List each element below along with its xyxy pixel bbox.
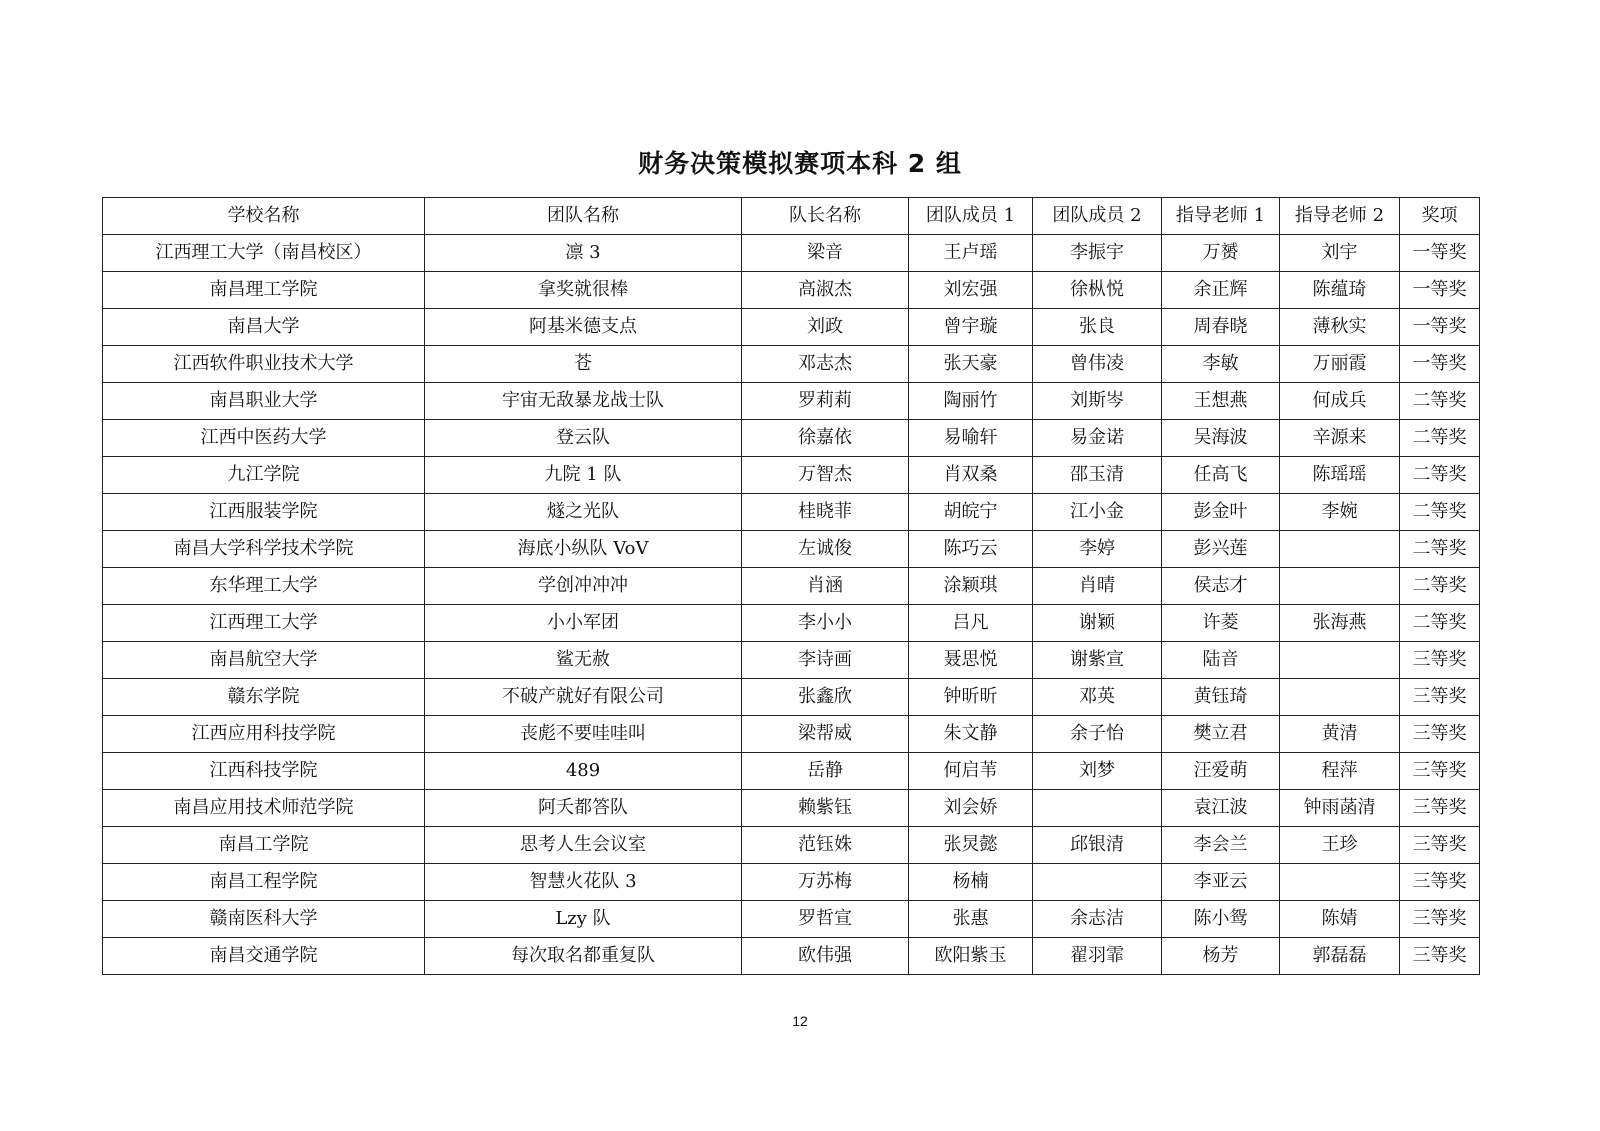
- cell-advisor-1: 侯志才: [1162, 568, 1280, 605]
- cell-captain: 李诗画: [742, 642, 909, 679]
- cell-advisor-1: 彭兴莲: [1162, 531, 1280, 568]
- cell-school: 江西服装学院: [103, 494, 425, 531]
- table-row: [103, 346, 1480, 383]
- cell-member-1: 王卢瑶: [909, 235, 1033, 272]
- cell-school: 九江学院: [103, 457, 425, 494]
- cell-school: 江西理工大学: [103, 605, 425, 642]
- cell-captain: 李小小: [742, 605, 909, 642]
- cell-member-1: 刘宏强: [909, 272, 1033, 309]
- cell-member-1: 肖双桑: [909, 457, 1033, 494]
- cell-team: 鲨无赦: [425, 642, 742, 679]
- cell-advisor-1: 任高飞: [1162, 457, 1280, 494]
- cell-team: 海底小纵队 VoV: [425, 531, 742, 568]
- cell-advisor-2: [1280, 642, 1400, 679]
- cell-award: 三等奖: [1400, 790, 1480, 827]
- cell-captain: 罗莉莉: [742, 383, 909, 420]
- cell-school: 江西中医药大学: [103, 420, 425, 457]
- cell-award: 三等奖: [1400, 642, 1480, 679]
- table-body: [103, 235, 1480, 975]
- table-row: [103, 272, 1480, 309]
- cell-school: 赣东学院: [103, 679, 425, 716]
- cell-team: 思考人生会议室: [425, 827, 742, 864]
- cell-team: 拿奖就很棒: [425, 272, 742, 309]
- cell-captain: 张鑫欣: [742, 679, 909, 716]
- cell-team: 苍: [425, 346, 742, 383]
- cell-award: 三等奖: [1400, 679, 1480, 716]
- cell-advisor-1: 袁江波: [1162, 790, 1280, 827]
- cell-member-2: 翟羽霏: [1033, 938, 1162, 975]
- cell-school: 江西应用科技学院: [103, 716, 425, 753]
- table-row: [103, 827, 1480, 864]
- cell-member-2: 邓英: [1033, 679, 1162, 716]
- table-row: [103, 753, 1480, 790]
- cell-team: 阿夭都答队: [425, 790, 742, 827]
- cell-advisor-1: 余正辉: [1162, 272, 1280, 309]
- cell-member-2: 邵玉清: [1033, 457, 1162, 494]
- cell-member-2: 易金诺: [1033, 420, 1162, 457]
- cell-award: 三等奖: [1400, 864, 1480, 901]
- cell-member-2: 曾伟凌: [1033, 346, 1162, 383]
- cell-advisor-2: 程萍: [1280, 753, 1400, 790]
- award-table: [102, 197, 1480, 975]
- header-member-1: 团队成员 1: [909, 198, 1033, 235]
- cell-member-2: 张良: [1033, 309, 1162, 346]
- cell-school: 江西理工大学（南昌校区）: [103, 235, 425, 272]
- cell-advisor-1: 黄钰琦: [1162, 679, 1280, 716]
- cell-award: 二等奖: [1400, 494, 1480, 531]
- cell-member-2: 江小金: [1033, 494, 1162, 531]
- header-school: 学校名称: [103, 198, 425, 235]
- table-row: [103, 235, 1480, 272]
- cell-member-1: 张炅懿: [909, 827, 1033, 864]
- cell-member-1: 涂颖琪: [909, 568, 1033, 605]
- cell-advisor-1: 李敏: [1162, 346, 1280, 383]
- table-row: [103, 420, 1480, 457]
- cell-advisor-1: 汪爱萌: [1162, 753, 1280, 790]
- cell-member-1: 何启苇: [909, 753, 1033, 790]
- cell-school: 南昌交通学院: [103, 938, 425, 975]
- cell-advisor-1: 樊立君: [1162, 716, 1280, 753]
- cell-member-1: 聂思悦: [909, 642, 1033, 679]
- cell-award: 三等奖: [1400, 901, 1480, 938]
- cell-advisor-1: 万赟: [1162, 235, 1280, 272]
- cell-team: 小小军团: [425, 605, 742, 642]
- cell-advisor-2: 王珍: [1280, 827, 1400, 864]
- table-row: [103, 938, 1480, 975]
- cell-captain: 万智杰: [742, 457, 909, 494]
- cell-school: 南昌大学: [103, 309, 425, 346]
- cell-school: 南昌航空大学: [103, 642, 425, 679]
- page-number: 12: [792, 1013, 808, 1029]
- cell-member-2: 刘斯岑: [1033, 383, 1162, 420]
- cell-member-1: 陶丽竹: [909, 383, 1033, 420]
- cell-advisor-2: 陈蕴琦: [1280, 272, 1400, 309]
- cell-member-1: 曾宇璇: [909, 309, 1033, 346]
- cell-school: 南昌工学院: [103, 827, 425, 864]
- cell-team: 丧彪不要哇哇叫: [425, 716, 742, 753]
- table-row: [103, 716, 1480, 753]
- cell-team: 学创冲冲冲: [425, 568, 742, 605]
- cell-member-2: 谢颖: [1033, 605, 1162, 642]
- cell-team: 登云队: [425, 420, 742, 457]
- cell-captain: 肖涵: [742, 568, 909, 605]
- cell-captain: 梁音: [742, 235, 909, 272]
- cell-advisor-1: 杨芳: [1162, 938, 1280, 975]
- header-row: [103, 198, 1480, 235]
- cell-award: 一等奖: [1400, 346, 1480, 383]
- cell-school: 东华理工大学: [103, 568, 425, 605]
- cell-award: 三等奖: [1400, 753, 1480, 790]
- cell-member-1: 欧阳紫玉: [909, 938, 1033, 975]
- cell-school: 南昌理工学院: [103, 272, 425, 309]
- cell-advisor-1: 陈小鸳: [1162, 901, 1280, 938]
- cell-member-1: 刘会娇: [909, 790, 1033, 827]
- cell-advisor-1: 彭金叶: [1162, 494, 1280, 531]
- page-title: 财务决策模拟赛项本科 2 组: [638, 149, 962, 178]
- cell-team: 阿基米德支点: [425, 309, 742, 346]
- cell-member-1: 吕凡: [909, 605, 1033, 642]
- cell-school: 南昌工程学院: [103, 864, 425, 901]
- cell-member-2: 肖晴: [1033, 568, 1162, 605]
- cell-award: 二等奖: [1400, 420, 1480, 457]
- cell-award: 二等奖: [1400, 568, 1480, 605]
- cell-captain: 桂晓菲: [742, 494, 909, 531]
- header-award: 奖项: [1400, 198, 1480, 235]
- cell-team: 489: [425, 753, 742, 790]
- cell-school: 江西科技学院: [103, 753, 425, 790]
- table-row: [103, 383, 1480, 420]
- header-team: 团队名称: [425, 198, 742, 235]
- cell-school: 南昌职业大学: [103, 383, 425, 420]
- cell-advisor-2: 黄清: [1280, 716, 1400, 753]
- cell-member-2: 刘梦: [1033, 753, 1162, 790]
- cell-captain: 岳静: [742, 753, 909, 790]
- cell-captain: 高淑杰: [742, 272, 909, 309]
- cell-school: 南昌应用技术师范学院: [103, 790, 425, 827]
- cell-award: 一等奖: [1400, 272, 1480, 309]
- table-row: [103, 457, 1480, 494]
- cell-team: 智慧火花队 3: [425, 864, 742, 901]
- header-member-2: 团队成员 2: [1033, 198, 1162, 235]
- cell-award: 一等奖: [1400, 309, 1480, 346]
- cell-school: 赣南医科大学: [103, 901, 425, 938]
- cell-advisor-2: 刘宇: [1280, 235, 1400, 272]
- cell-advisor-1: 王想燕: [1162, 383, 1280, 420]
- cell-captain: 刘政: [742, 309, 909, 346]
- cell-member-1: 杨楠: [909, 864, 1033, 901]
- cell-award: 二等奖: [1400, 531, 1480, 568]
- cell-school: 南昌大学科学技术学院: [103, 531, 425, 568]
- cell-member-2: 李婷: [1033, 531, 1162, 568]
- cell-member-2: 余志洁: [1033, 901, 1162, 938]
- table-row: [103, 494, 1480, 531]
- cell-team: 凛 3: [425, 235, 742, 272]
- cell-advisor-1: 许菱: [1162, 605, 1280, 642]
- cell-team: 九院 1 队: [425, 457, 742, 494]
- cell-advisor-1: 李亚云: [1162, 864, 1280, 901]
- cell-captain: 万苏梅: [742, 864, 909, 901]
- cell-captain: 邓志杰: [742, 346, 909, 383]
- cell-advisor-2: 李婉: [1280, 494, 1400, 531]
- cell-advisor-2: 郭磊磊: [1280, 938, 1400, 975]
- cell-advisor-2: [1280, 568, 1400, 605]
- cell-member-2: 李振宇: [1033, 235, 1162, 272]
- table-row: [103, 531, 1480, 568]
- cell-member-1: 陈巧云: [909, 531, 1033, 568]
- cell-advisor-2: 何成兵: [1280, 383, 1400, 420]
- cell-member-2: 余子怡: [1033, 716, 1162, 753]
- table-row: [103, 790, 1480, 827]
- cell-award: 一等奖: [1400, 235, 1480, 272]
- cell-advisor-2: 辛源来: [1280, 420, 1400, 457]
- table-row: [103, 901, 1480, 938]
- cell-team: 宇宙无敌暴龙战士队: [425, 383, 742, 420]
- header-captain: 队长名称: [742, 198, 909, 235]
- cell-captain: 罗哲宣: [742, 901, 909, 938]
- table-row: [103, 679, 1480, 716]
- table-row: [103, 568, 1480, 605]
- cell-member-2: 邱银清: [1033, 827, 1162, 864]
- cell-member-2: 徐枞悦: [1033, 272, 1162, 309]
- cell-team: Lzy 队: [425, 901, 742, 938]
- table-row: [103, 642, 1480, 679]
- cell-member-1: 张天豪: [909, 346, 1033, 383]
- cell-advisor-2: 陈瑶瑶: [1280, 457, 1400, 494]
- cell-award: 三等奖: [1400, 716, 1480, 753]
- cell-advisor-2: [1280, 531, 1400, 568]
- cell-captain: 梁帮威: [742, 716, 909, 753]
- cell-team: 燧之光队: [425, 494, 742, 531]
- cell-advisor-1: 李会兰: [1162, 827, 1280, 864]
- cell-award: 二等奖: [1400, 605, 1480, 642]
- cell-school: 江西软件职业技术大学: [103, 346, 425, 383]
- cell-member-2: [1033, 790, 1162, 827]
- cell-member-1: 钟昕昕: [909, 679, 1033, 716]
- cell-award: 三等奖: [1400, 827, 1480, 864]
- cell-advisor-2: 钟雨菡清: [1280, 790, 1400, 827]
- cell-advisor-2: 万丽霞: [1280, 346, 1400, 383]
- cell-advisor-2: [1280, 679, 1400, 716]
- cell-captain: 徐嘉依: [742, 420, 909, 457]
- cell-captain: 范钰姝: [742, 827, 909, 864]
- header-advisor-1: 指导老师 1: [1162, 198, 1280, 235]
- header-advisor-2: 指导老师 2: [1280, 198, 1400, 235]
- cell-team: 每次取名都重复队: [425, 938, 742, 975]
- cell-member-1: 胡皖宁: [909, 494, 1033, 531]
- cell-member-2: [1033, 864, 1162, 901]
- cell-advisor-1: 陆音: [1162, 642, 1280, 679]
- cell-team: 不破产就好有限公司: [425, 679, 742, 716]
- cell-advisor-2: [1280, 864, 1400, 901]
- cell-member-1: 朱文静: [909, 716, 1033, 753]
- cell-advisor-1: 吴海波: [1162, 420, 1280, 457]
- table-row: [103, 605, 1480, 642]
- cell-member-1: 易喻轩: [909, 420, 1033, 457]
- cell-captain: 左诚俊: [742, 531, 909, 568]
- cell-advisor-2: 张海燕: [1280, 605, 1400, 642]
- cell-award: 三等奖: [1400, 938, 1480, 975]
- cell-captain: 欧伟强: [742, 938, 909, 975]
- cell-award: 二等奖: [1400, 457, 1480, 494]
- table-row: [103, 309, 1480, 346]
- table-row: [103, 864, 1480, 901]
- cell-award: 二等奖: [1400, 383, 1480, 420]
- cell-member-1: 张惠: [909, 901, 1033, 938]
- cell-advisor-2: 薄秋实: [1280, 309, 1400, 346]
- cell-captain: 赖紫钰: [742, 790, 909, 827]
- cell-member-2: 谢紫宣: [1033, 642, 1162, 679]
- cell-advisor-1: 周春晓: [1162, 309, 1280, 346]
- cell-advisor-2: 陈婧: [1280, 901, 1400, 938]
